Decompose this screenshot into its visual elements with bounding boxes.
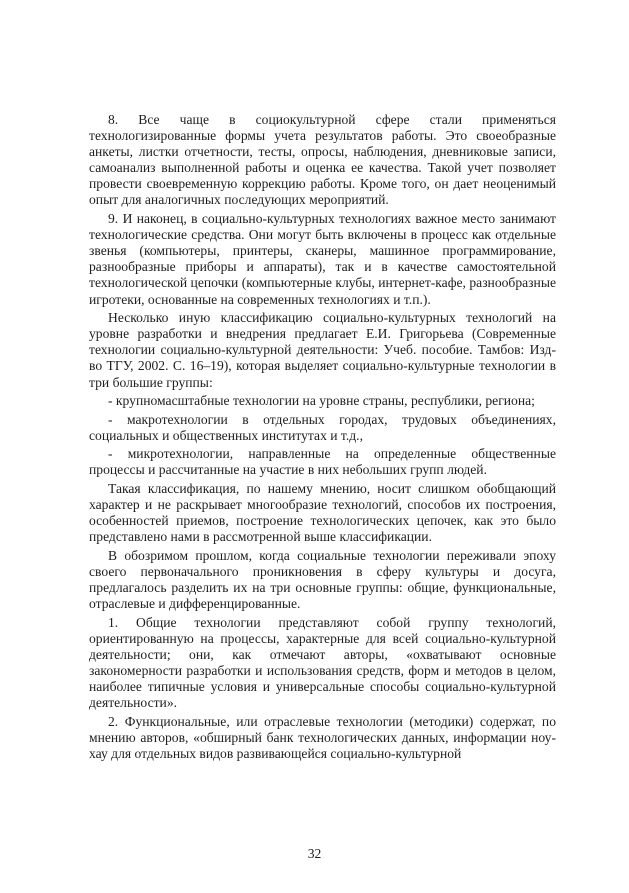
list-item-large-scale: - крупномасштабные технологии на уровне страны, республики, региона; [108, 393, 535, 409]
paragraph-assessment: Такая классификация, по нашему мнению, носит слишком обобщающий характер и не раскрывает многообразие технологий, способов их построения, особенностей приемов, построение технологических цепочек, как это было представлено нами в рассмотренной выше классификации. [89, 481, 556, 545]
body-text [89, 112, 556, 765]
paragraph-past-groups: В обозримом прошлом, когда социальные технологии переживали эпоху своего первоначального проникновения в сферу культуры и досуга, предлагалось разделить их на три основные группы: общие, функциональные, отраслевые и дифференцированные. [89, 547, 556, 612]
paragraph-classification-intro: Несколько иную классификацию социально-культурных технологий на уровне разработки и внедрения предлагает Е.И. Григорьева (Современные технологии социально-культурной деятельности: Учеб. пособие. Тамбов: Изд-во ТГУ, 2002. С. 16–19), которая выделяет социально-культурные технологии в три большие группы: [89, 310, 556, 390]
list-item-macro: - макротехнологии в отдельных городах, трудовых объединениях, социальных и общественных институтах и т.д., [89, 411, 556, 443]
page-number: 32 [307, 846, 322, 861]
paragraph-item-9: 9. И наконец, в социально-культурных технологиях важное место занимают технологические средства. Они могут быть включены в процесс как отдельные звенья (компьютеры, принтеры, сканеры, машинное программирование, разнообразные приборы и аппараты), так и в качестве самостоятельной технологической цепочки (компьютерные клубы, интернет-кафе, разнообразные игротеки, основанные на современных технологиях и т.п.). [89, 211, 556, 307]
paragraph-functional-technologies: 2. Функциональные, или отраслевые технологии (методики) содержат, по мнению авторов, «обширный банк технологических данных, информации ноу-хау для отдельных видов развивающейся социально-культурной [89, 713, 556, 762]
paragraph-general-technologies: 1. Общие технологии представляют собой группу технологий, ориентированную на процессы, характерные для всей социально-культурной деятельности; они, как отмечают авторы, «охватывают основные закономерности разработки и использования средств, форм и методов в целом, наиболее типичные условия и универсальные способы социально-культурной деятельности». [89, 614, 556, 711]
paragraph-item-8: 8. Все чаще в социокультурной сфере стали применяться технологизированные формы учета результатов работы. Это своеобразные анкеты, листки отчетности, тесты, опросы, наблюдения, дневниковые записи, самоанализ выполненной работы и оценка ее качества. Такой учет позволяет провести своевременную коррекцию работы. Кроме того, он дает неоценимый опыт для аналогичных последующих мероприятий. [89, 112, 556, 208]
list-item-micro: - микротехнологии, направленные на определенные общественные процессы и рассчитанные на участие в них небольших групп людей. [89, 446, 556, 478]
